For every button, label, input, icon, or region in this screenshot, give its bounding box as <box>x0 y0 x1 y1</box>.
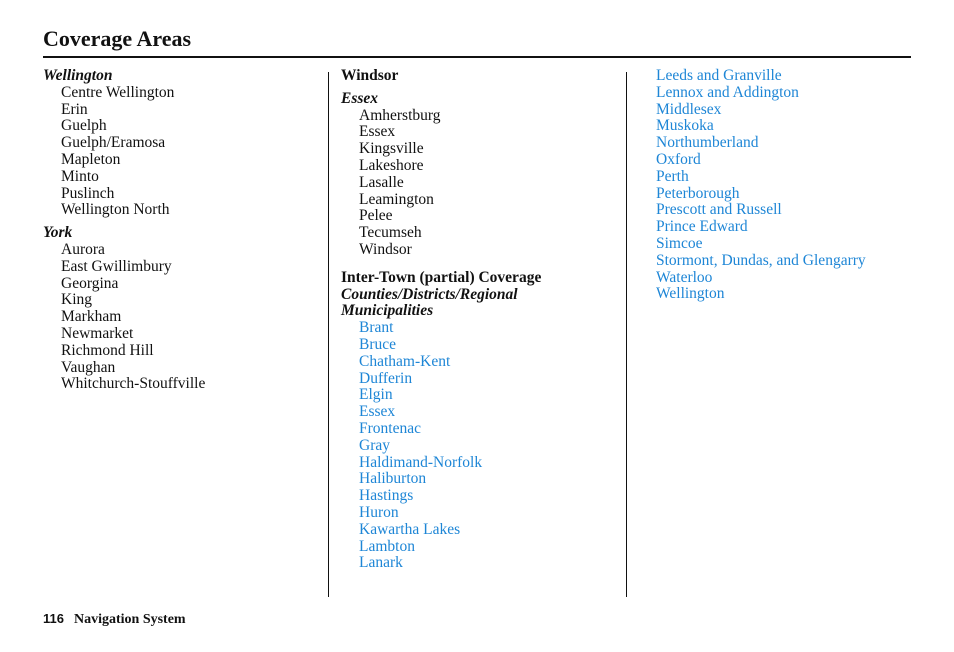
column-3 <box>656 68 916 303</box>
list-item: Windsor <box>359 240 412 258</box>
inter-town-list-continued <box>656 68 916 303</box>
list-item: Haldimand-Norfolk <box>359 453 483 471</box>
region-heading-york: York <box>43 224 73 242</box>
list-item: Simcoe <box>656 234 703 252</box>
list-item: Elgin <box>359 386 393 404</box>
inter-town-heading: Inter-Town (partial) Coverage <box>341 268 542 286</box>
list-item: Lasalle <box>359 173 404 191</box>
region-heading-essex: Essex <box>341 89 379 107</box>
city-heading-windsor: Windsor <box>341 67 399 84</box>
list-item: King <box>61 291 92 309</box>
list-item: Chatham-Kent <box>359 352 451 370</box>
list-item: Richmond Hill <box>61 341 154 359</box>
list-item: Hastings <box>359 487 414 505</box>
list-item: Frontenac <box>359 419 421 437</box>
list-item: Perth <box>656 167 689 185</box>
list-item: Whitchurch-Stouffville <box>61 375 206 393</box>
list-item: Tecumseh <box>359 224 422 242</box>
column-divider-2 <box>626 72 627 597</box>
list-item: Erin <box>61 100 88 118</box>
page-number: 116 <box>43 611 64 626</box>
list-item: Prince Edward <box>656 218 748 236</box>
list-item: Prescott and Russell <box>656 201 782 219</box>
list-item: Vaughan <box>61 358 116 376</box>
list-item: Guelph <box>61 117 107 135</box>
list-item: Centre Wellington <box>61 83 175 101</box>
list-item: Bruce <box>359 335 397 353</box>
list-item: Stormont, Dundas, and Glengarry <box>656 251 866 269</box>
list-item: Wellington North <box>61 201 170 219</box>
list-item: Mapleton <box>61 150 121 168</box>
list-item: Georgina <box>61 274 119 292</box>
list-item: Huron <box>359 503 399 521</box>
list-item: Leamington <box>359 190 434 208</box>
list-item: Essex <box>359 403 396 421</box>
list-item: Markham <box>61 308 122 326</box>
list-item: Lakeshore <box>359 156 424 174</box>
title-divider <box>43 56 911 58</box>
page-title: Coverage Areas <box>43 26 192 51</box>
list-item: Dufferin <box>359 369 413 387</box>
list-item: Gray <box>359 436 390 454</box>
footer-label: Navigation System <box>73 612 186 627</box>
list-item: Leeds and Granville <box>656 67 782 84</box>
list-item: Middlesex <box>656 100 722 118</box>
york-list <box>43 242 313 393</box>
list-item: Pelee <box>359 207 393 225</box>
list-item: Lambton <box>359 537 415 555</box>
column-divider-1 <box>328 72 329 597</box>
page-footer <box>43 610 186 629</box>
list-item: Newmarket <box>61 324 134 342</box>
column-1 <box>43 68 313 393</box>
list-item: Aurora <box>61 240 105 258</box>
list-item: Waterloo <box>656 268 713 286</box>
list-item: East Gwillimbury <box>61 257 172 275</box>
list-item: Essex <box>359 123 396 141</box>
list-item: Muskoka <box>656 117 714 135</box>
inter-town-subheading-line1: Counties/Districts/Regional <box>341 285 518 303</box>
list-item: Brant <box>359 319 394 337</box>
list-item: Kawartha Lakes <box>359 520 461 538</box>
inter-town-subheading-line2: Municipalities <box>341 302 434 320</box>
list-item: Peterborough <box>656 184 740 202</box>
list-item: Oxford <box>656 150 701 168</box>
essex-list <box>341 108 611 259</box>
list-item: Puslinch <box>61 184 115 202</box>
list-item: Kingsville <box>359 140 424 158</box>
list-item: Amherstburg <box>359 106 441 124</box>
list-item: Northumberland <box>656 134 759 152</box>
list-item: Wellington <box>656 285 725 303</box>
list-item: Haliburton <box>359 470 427 488</box>
list-item: Minto <box>61 167 99 185</box>
inter-town-list <box>341 320 611 572</box>
wellington-list <box>43 85 313 219</box>
region-heading-wellington: Wellington <box>43 67 113 84</box>
list-item: Lennox and Addington <box>656 83 799 101</box>
column-2 <box>341 68 611 572</box>
list-item: Lanark <box>359 554 403 572</box>
list-item: Guelph/Eramosa <box>61 134 166 152</box>
